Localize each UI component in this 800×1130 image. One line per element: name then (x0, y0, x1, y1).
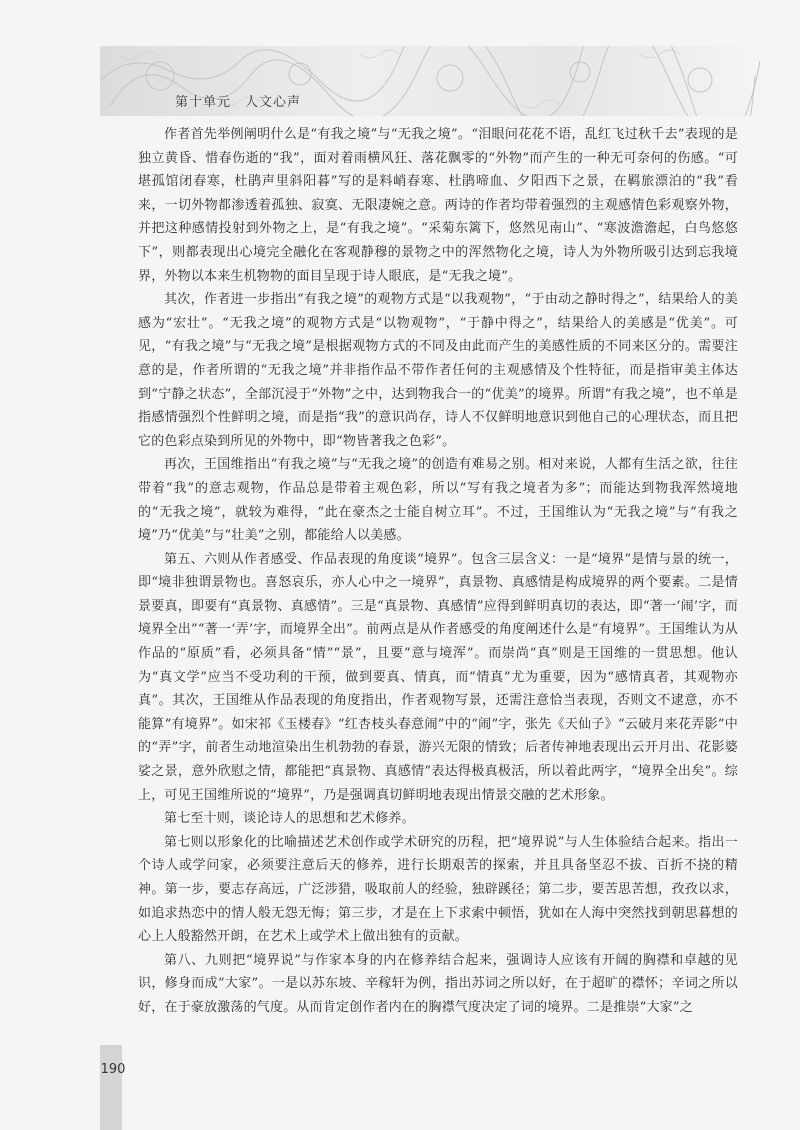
page-margin-bar (100, 1045, 122, 1130)
paragraph: 第七至十则，谈论诗人的思想和艺术修养。 (164, 811, 415, 827)
paragraph: 第八、九则把“境界说”与作家本身的内在修养结合起来，强调诗人应该有开阔的胸襟和卓越的见识，修身而成“大家”。一是以苏东坡、辛稼轩为例，指出苏词之所以好，在于超旷的襟怀；辛词之所以好，在于豪放激荡的气度。从而肯定创作者内在的胸襟气度决定了词的境界。二是推崇“大家”之 (138, 952, 738, 1015)
paragraph: 作者首先举例阐明什么是“有我之境”与“无我之境”。“泪眼问花花不语，乱红飞过秋千去”表现的是独立黄昏、惜春伤逝的“我”，面对着雨横风狂、落花飘零的“外物”而产生的一种无可奈何的伤感。“可堪孤馆闭春寒，杜鹃声里斜阳暮”写的是料峭春寒、杜鹃啼血、夕阳西下之景，在羁旅漂泊的“我”看来，一切外物都渗透着孤独、寂寞、无限凄婉之意。两诗的作者均带着强烈的主观感情色彩观察外物，并把这种感情投射到外物之上，是“有我之境”。“采菊东篱下，悠然见南山”、“寒波澹澹起，白鸟悠悠下”，则都表现出心境完全融化在客观静穆的景物之中的浑然物化之境，诗人为外物所吸引达到忘我境界，外物以本来生机物物的面目呈现于诗人眼底，是“无我之境”。 (138, 127, 738, 284)
article-body (138, 123, 738, 1020)
paragraph: 再次，王国维指出“有我之境”与“无我之境”的创造有难易之别。相对来说，人都有生活之欲，往往带着“我”的意志观物，作品总是带着主观色彩，所以“写有我之境者为多”；而能达到物我浑然境地的“无我之境”，就较为难得，“此在豪杰之士能自树立耳”。不过，王国维认为“无我之境”与“有我之境”乃“优美”与“壮美”之别，都能给人以美感。 (138, 457, 738, 544)
unit-title: 第十单元 人文心声 (175, 95, 302, 110)
paragraph: 其次，作者进一步指出“有我之境”的观物方式是“以我观物”，“于由动之静时得之”，结果给人的美感为“宏壮”。“无我之境”的观物方式是“以物观物”，“于静中得之”，结果给人的美感是“优美”。可见，“有我之境”与“无我之境”是根据观物方式的不同及由此而产生的美感性质的不同来区分的。需要注意的是，作者所谓的“无我之境”并非指作品不带作者任何的主观感情及个性特征，而是指审美主体达到“宁静之状态”，全部沉浸于“外物”之中，达到物我合一的“优美”的境界。所谓“有我之境”，也不单是指感情强烈个性鲜明之境，而是指“我”的意识尚存，诗人不仅鲜明地意识到他自己的心理状态，而且把它的色彩点染到所见的外物中，即“物皆著我之色彩”。 (138, 292, 738, 449)
paragraph: 第五、六则从作者感受、作品表现的角度谈“境界”。包含三层含义：一是“境界”是情与景的统一，即“境非独谓景物也。喜怒哀乐，亦人心中之一境界”，真景物、真感情是构成境界的两个要素。二是情景要真，即要有“真景物、真感情”。三是“真景物、真感情”应得到鲜明真切的表达，即“著一‘闹’字，而境界全出”“著一‘弄’字，而境界全出”。前两点是从作者感受的角度阐述什么是“有境界”。王国维认为从作品的“原质”看，必须具备“情”“景”，且要“意与境浑”。而崇尚“真”则是王国维的一贯思想。他认为“真文学”应当不受功利的干预，做到要真、情真，而“情真”尤为重要，因为“感情真者，其观物亦真”。其次，王国维从作品表现的角度指出，作者观物写景，还需注意恰当表现，否则文不逮意，亦不能算“有境界”。如宋祁《玉楼春》“红杏枝头春意闹”中的“闹”字，张先《天仙子》“云破月来花弄影”中的“弄”字，前者生动地渲染出生机勃勃的春景，游兴无限的情致；后者传神地表现出云开月出、花影婆娑之景，意外欣慰之情，都能把“真景物、真感情”表达得极真极活，所以着此两字，“境界全出矣”。综上，可见王国维所说的“境界”，乃是强调真切鲜明地表现出情景交融的艺术形象。 (138, 551, 738, 803)
paragraph: 第七则以形象化的比喻描述艺术创作或学术研究的历程，把“境界说”与人生体验结合起来。指出一个诗人或学问家，必须要注意后天的修养，进行长期艰苦的探索，并且具备坚忍不拔、百折不挠的精神。第一步，要志存高远，广泛涉猎，吸取前人的经验，独辟蹊径；第二步，要苦思苦想，孜孜以求，如追求热恋中的情人般无怨无悔；第三步，才是在上下求索中顿悟，犹如在人海中突然找到朝思暮想的心上人般豁然开朗，在艺术上或学术上做出独有的贡献。 (138, 834, 738, 945)
page-number: 190 (100, 1062, 126, 1077)
